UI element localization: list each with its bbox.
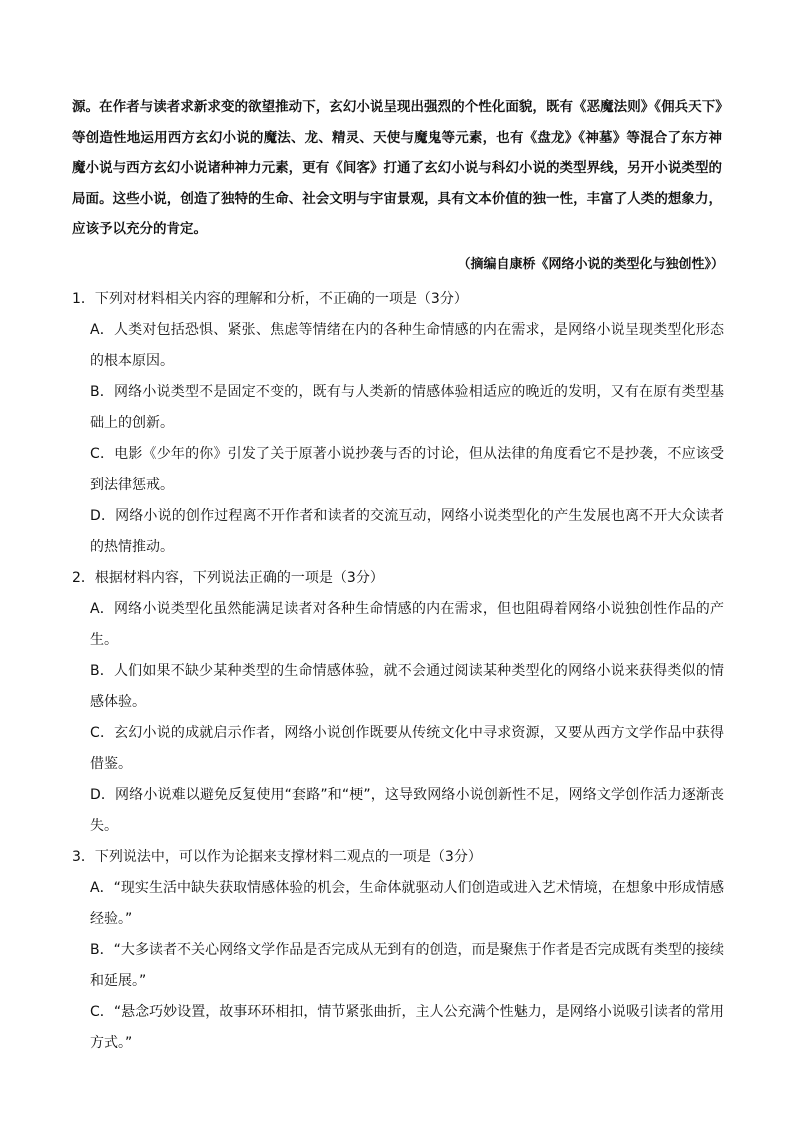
option-b: B．人们如果不缺少某种类型的生命情感体验，就不会通过阅读某种类型化的网络小说来获得类似的情感体验。 — [90, 663, 724, 710]
option-d: D．网络小说的创作过程离不开作者和读者的交流互动，网络小说类型化的产生发展也离不开大众读者的热情推动。 — [90, 508, 724, 555]
question-1 — [72, 284, 724, 563]
question-list — [72, 284, 724, 1059]
option-c: C．电影《少年的你》引发了关于原著小说抄袭与否的讨论，但从法律的角度看它不是抄袭，不应该受到法律惩戒。 — [90, 446, 724, 493]
source-citation: （摘编自康桥《网络小说的类型化与独创性》） — [457, 257, 724, 272]
passage-paragraph: 源。在作者与读者求新求变的欲望推动下，玄幻小说呈现出强烈的个性化面貌，既有《恶魔法则》《佣兵天下》等创造性地运用西方玄幻小说的魔法、龙、精灵、天使与魔鬼等元素，也有《盘龙》《神墓》等混合了东方神魔小说与西方玄幻小说诸种神力元素，更有《间客》打通了玄幻小说与科幻小说的类型界线，另开小说类型的局面。这些小说，创造了独特的生命、社会文明与宇宙景观，具有文本价值的独一性，丰富了人类的想象力，应该予以充分的肯定。 — [72, 99, 722, 237]
option-b: B．“大多读者不关心网络文学作品是否完成从无到有的创造，而是聚焦于作者是否完成既有类型的接续和延展。” — [90, 942, 724, 989]
option-a: A．“现实生活中缺失获取情感体验的机会，生命体就驱动人们创造或进入艺术情境，在想象中形成情感经验。” — [90, 880, 724, 927]
question-stem: 1．下列对材料相关内容的理解和分析，不正确的一项是（3分） — [72, 291, 468, 307]
option-c: C．玄幻小说的成就启示作者，网络小说创作既要从传统文化中寻求资源，又要从西方文学作品中获得借鉴。 — [90, 725, 724, 772]
question-stem: 2．根据材料内容，下列说法正确的一项是（3分） — [72, 570, 384, 586]
option-c: C．“悬念巧妙设置，故事环环相扣，情节紧张曲折，主人公充满个性魅力，是网络小说吸引读者的常用方式。” — [90, 1004, 724, 1051]
option-a: A．网络小说类型化虽然能满足读者对各种生命情感的内在需求，但也阻碍着网络小说独创性作品的产生。 — [90, 601, 724, 648]
option-a: A．人类对包括恐惧、紧张、焦虑等情绪在内的各种生命情感的内在需求，是网络小说呈现类型化形态的根本原因。 — [90, 322, 724, 369]
question-3 — [72, 842, 724, 1059]
question-2 — [72, 563, 724, 842]
option-b: B．网络小说类型不是固定不变的，既有与人类新的情感体验相适应的晚近的发明，又有在原有类型基础上的创新。 — [90, 384, 724, 431]
option-d: D．网络小说难以避免反复使用“套路”和“梗”，这导致网络小说创新性不足，网络文学创作活力逐渐丧失。 — [90, 787, 724, 834]
question-stem: 3．下列说法中，可以作为论据来支撑材料二观点的一项是（3分） — [72, 849, 482, 865]
